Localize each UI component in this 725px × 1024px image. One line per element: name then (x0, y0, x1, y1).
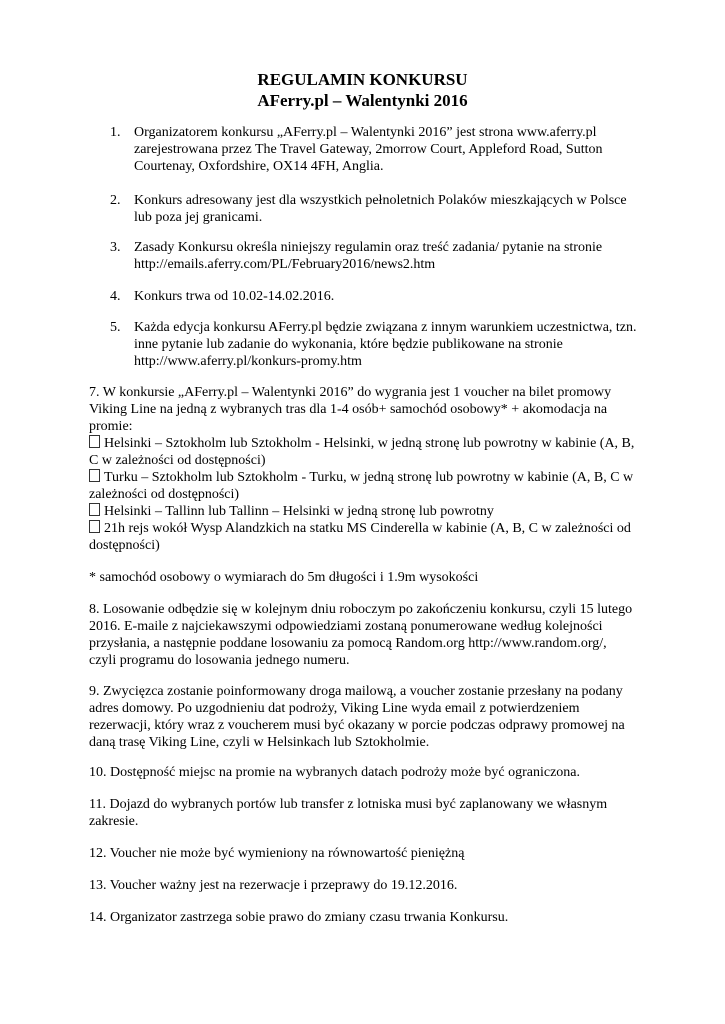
paragraph-8 (89, 601, 664, 669)
list-item-text (134, 239, 674, 273)
checkbox-glyph-icon (89, 503, 100, 516)
paragraph-9 (89, 683, 664, 751)
text-line: Zasady Konkursu określa niniejszy regulamin oraz treść zadania/ pytanie na stronie (134, 240, 603, 255)
document-title: REGULAMIN KONKURSU (257, 70, 468, 89)
list-item-number: 5. (110, 320, 121, 335)
text-line: przysłania, a następnie poddane losowaniu za pomocą Random.org http://www.random.org/, (89, 636, 607, 651)
text-line: daną trasę Viking Line, czyli w Helsinkach lub Sztokholmie. (89, 735, 430, 750)
paragraph-14 (89, 909, 664, 926)
text-line: Courtenay, Oxfordshire, OX14 4FH, Anglia. (134, 159, 384, 174)
route-option-text: 21h rejs wokół Wysp Alandzkich na statku MS Cinderella w kabinie (A, B, C w zależności od (104, 521, 631, 536)
text-line: zarejestrowana przez The Travel Gateway, 2morrow Court, Appleford Road, Sutton (134, 142, 603, 157)
list-item-number: 4. (110, 289, 121, 304)
text-line: 13. Voucher ważny jest na rezerwacje i przeprawy do 19.12.2016. (89, 878, 458, 893)
route-option-text: Helsinki – Sztokholm lub Sztokholm - Helsinki, w jedną stronę lub powrotny w kabinie (A, B, (104, 436, 635, 451)
paragraph-13 (89, 877, 664, 894)
footnote: * samochód osobowy o wymiarach do 5m długości i 1.9m wysokości (89, 570, 479, 585)
text-line: 14. Organizator zastrzega sobie prawo do zmiany czasu trwania Konkursu. (89, 910, 509, 925)
text-line: rezerwacji, który wraz z voucherem musi być okazany w porcie podczas odprawy promowej na (89, 718, 625, 733)
text-line: 2016. E-maile z najciekawszymi odpowiedziami zostaną ponumerowane według kolejności (89, 619, 603, 634)
text-line: promie: (89, 419, 133, 434)
list-item-text (134, 288, 674, 305)
text-line: Organizatorem konkursu „AFerry.pl – Walentynki 2016” jest strona www.aferry.pl (134, 125, 597, 140)
text-line: czyli programu do losowania jednego numeru. (89, 653, 350, 668)
text-line: 9. Zwycięzca zostanie poinformowany droga mailową, a voucher zostanie przesłany na podany (89, 684, 623, 699)
section-7 (89, 384, 664, 554)
text-line: 10. Dostępność miejsc na promie na wybranych datach podroży może być ograniczona. (89, 765, 580, 780)
list-item-number: 1. (110, 125, 121, 140)
text-line: dostępności) (89, 538, 160, 553)
text-line: C w zależności od dostępności) (89, 453, 266, 468)
list-item-number: 2. (110, 193, 121, 208)
list-item-text (134, 319, 674, 370)
text-line: zależności od dostępności) (89, 487, 240, 502)
text-line: zakresie. (89, 814, 139, 829)
text-line: Viking Line na jedną z wybranych tras dla 1-4 osób+ samochód osobowy* + akomodacja na (89, 402, 608, 417)
paragraph-10 (89, 764, 664, 781)
text-line: 8. Losowanie odbędzie się w kolejnym dniu roboczym po zakończeniu konkursu, czyli 15 lutego (89, 602, 633, 617)
route-option-text: Turku – Sztokholm lub Sztokholm - Turku, w jedną stronę lub powrotny w kabinie (A, B, C w (104, 470, 634, 485)
text-line: 12. Voucher nie może być wymieniony na równowartość pieniężną (89, 846, 465, 861)
paragraph-12 (89, 845, 664, 862)
list-item-text (134, 124, 674, 175)
route-option (89, 469, 664, 486)
text-line: lub poza jej granicami. (134, 210, 263, 225)
paragraph-11 (89, 796, 664, 830)
text-line: http://emails.aferry.com/PL/February2016/news2.htm (134, 257, 436, 272)
checkbox-glyph-icon (89, 435, 100, 448)
text-line: 11. Dojazd do wybranych portów lub transfer z lotniska musi być zaplanowany we własnym (89, 797, 608, 812)
text-line: adres domowy. Po uzgodnieniu dat podroży, Viking Line wyda email z potwierdzeniem (89, 701, 580, 716)
text-line: http://www.aferry.pl/konkurs-promy.htm (134, 354, 362, 369)
checkbox-glyph-icon (89, 520, 100, 533)
list-item-text (134, 192, 674, 226)
route-option-text: Helsinki – Tallinn lub Tallinn – Helsinki w jedną stronę lub powrotny (104, 504, 494, 519)
list-item-number: 3. (110, 240, 121, 255)
text-line: Konkurs trwa od 10.02-14.02.2016. (134, 289, 335, 304)
route-option (89, 520, 664, 537)
text-line: Każda edycja konkursu AFerry.pl będzie związana z innym warunkiem uczestnictwa, tzn. (134, 320, 637, 335)
route-option (89, 435, 664, 452)
text-line: Konkurs adresowany jest dla wszystkich pełnoletnich Polaków mieszkających w Polsce (134, 193, 627, 208)
document-subtitle: AFerry.pl – Walentynki 2016 (257, 91, 468, 110)
route-option (89, 503, 664, 520)
text-line: 7. W konkursie „AFerry.pl – Walentynki 2016” do wygrania jest 1 voucher na bilet promowy (89, 385, 612, 400)
text-line: inne pytanie lub zadanie do wykonania, które będzie publikowane na stronie (134, 337, 563, 352)
checkbox-glyph-icon (89, 469, 100, 482)
